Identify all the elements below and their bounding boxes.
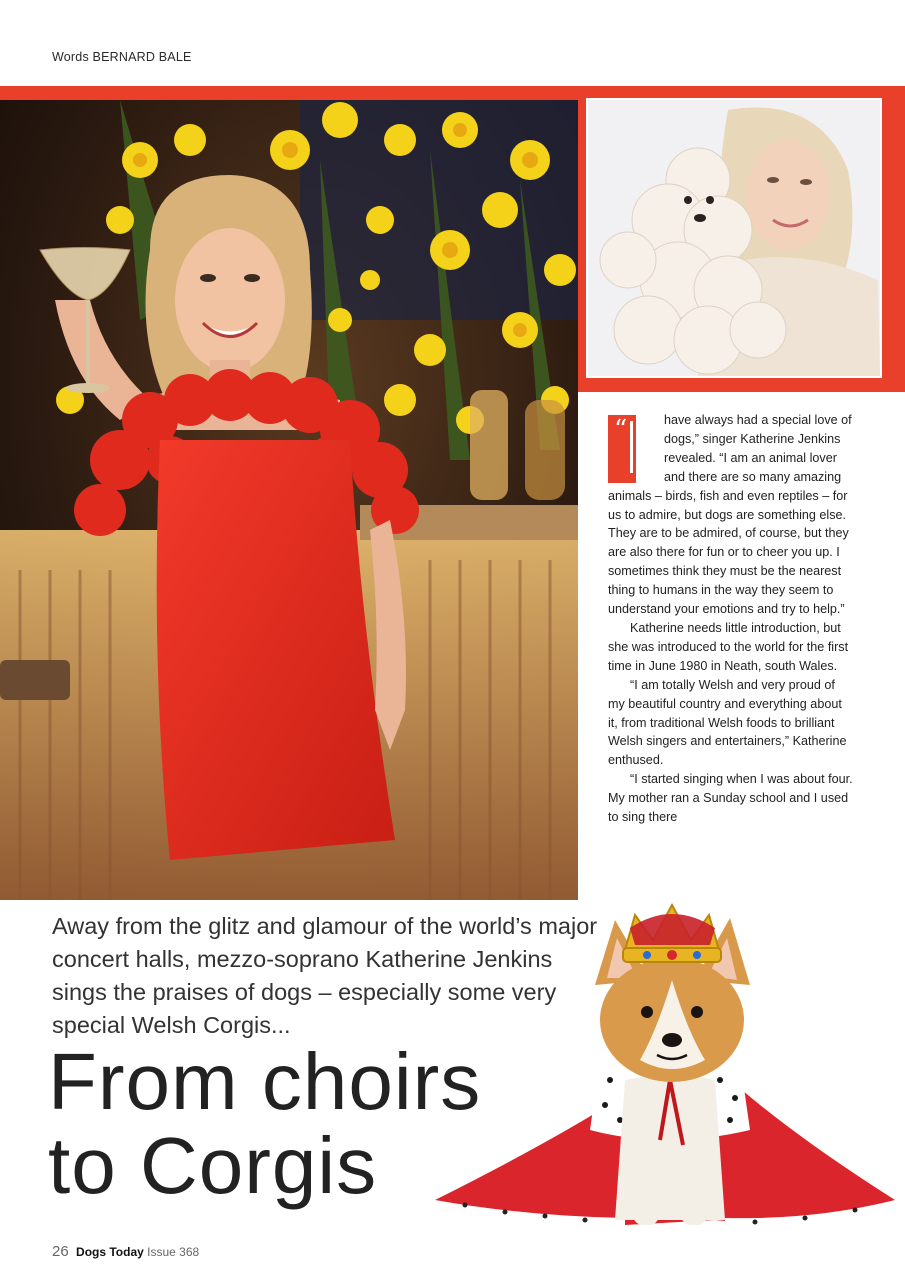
headline-line-1: From choirs: [48, 1037, 482, 1126]
inset-photo-frame: [578, 86, 905, 392]
singer-photo-illustration: [0, 100, 578, 900]
body-paragraph: “I started singing when I was about four. My mother ran a Sunday school and I used to sing there: [608, 772, 853, 825]
inset-photo: [586, 98, 882, 378]
drop-cap-quote: “: [614, 415, 628, 445]
article-body: [608, 411, 854, 901]
issue-number: Issue 368: [147, 1245, 200, 1259]
main-photo: [0, 100, 578, 900]
standfirst: Away from the glitz and glamour of the world’s major concert halls, mezzo-soprano Katherine Jenkins sings the praises of dogs – especially some very special Welsh Corgis...: [52, 913, 598, 1038]
magazine-name: Dogs Today: [76, 1245, 144, 1259]
drop-cap: [608, 415, 650, 483]
page-footer: [52, 1243, 199, 1260]
singer-with-dog-illustration: [588, 100, 880, 376]
byline: Words BERNARD BALE: [52, 50, 192, 64]
corgi-image: [425, 900, 905, 1250]
headline-line-2: to Corgis: [48, 1121, 378, 1210]
body-paragraph: “I am totally Welsh and very proud of my beautiful country and everything about it, from traditional Welsh foods to brilliant Welsh singers and entertainers,” Katherine enthused.: [608, 677, 847, 768]
crowned-corgi-illustration: [425, 900, 905, 1250]
body-paragraph: Katherine needs little introduction, but she was introduced to the world for the first time in June 1980 in Neath, south Wales.: [608, 620, 849, 673]
body-paragraph: have always had a special love of dogs,” singer Katherine Jenkins revealed. “I am an animal lover and there are so many amazing animals – birds, fish and even reptiles – for us to admire, but dogs are something else. They are to be admired, of course, but they are also there for fun or to cheer you up. I sometimes think they must be the nearest thing to humans in the way they seem to understand your emotions and try to help.”: [608, 413, 852, 617]
drop-cap-letter-bar: [630, 421, 633, 473]
page-number: 26: [52, 1243, 69, 1260]
